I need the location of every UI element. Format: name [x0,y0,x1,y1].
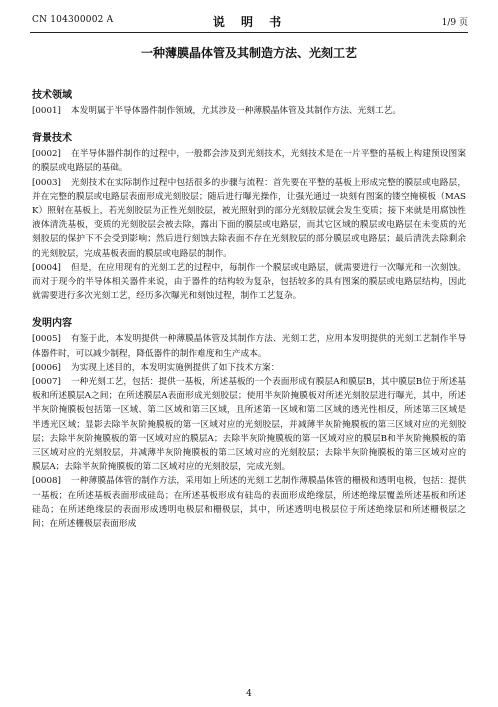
paragraph-text: 光刻技术在实际制作过程中包括很多的步骤与流程：首先要在平整的基板上形成完整的膜层或电路层，并在完整的膜层或电路层表面形成光刻胶层；随后进行曝光操作，让强光通过一块刻有图案的镂空掩模板（MASK）照射在基板上，若光刻胶层为正性光刻胶层，被光照射到的部分光刻胶层就会发生变质；接下来就是用腐蚀性液体清洗基板，变质的光刻胶层会被去除，露出下面的膜层或电路层，而其它区域的膜层或电路层在未变质的光刻胶层的保护下不会受到影响；然后进行刻蚀去除表面不存在光刻胶层的部分膜层或电路层；最后清洗去除剩余的光刻胶层，完成基板表面的膜层或电路层的制作。 [32,177,466,259]
section-heading: 技术领域 [32,90,72,101]
paragraph-text: 本发明属于半导体器件制作领域，尤其涉及一种薄膜晶体管及其制作方法、光刻工艺。 [70,106,402,116]
paragraph-number: [0006] [32,362,61,373]
paragraph [32,361,466,375]
document-title: 一种薄膜晶体管及其制造方法、光刻工艺 [140,46,357,60]
paragraph-number: [0007] [32,377,61,388]
paragraph-number: [0004] [32,262,61,273]
paragraph-number: [0002] [32,149,61,160]
paragraph-text: 一种薄膜晶体管的制作方法，采用如上所述的光刻工艺制作薄膜晶体管的栅极和透明电极，包括：提供一基板；在所述基板表面形成硅岛；在所述基板形成有硅岛的表面形成绝缘层，所述绝缘层覆盖所述基板和所述硅岛；在所述绝缘层的表面形成透明电极层和栅极层，其中，所述透明电极层位于所述绝缘层和所述栅极层之间；在所述栅极层表面形成 [32,476,466,530]
paragraph [32,261,466,304]
document-body [32,44,466,531]
paragraph [32,104,466,118]
paragraph [32,474,466,531]
paragraph [32,332,466,360]
paragraph-text: 但是，在应用现有的光刻工艺的过程中，每制作一个膜层或电路层，就需要进行一次曝光和一次刻蚀。而对于现今的半导体相关器件来说，由于器件的结构较为复杂，包括较多的具有图案的膜层或电路层结构，因此就需要进行多次光刻工艺，经历多次曝光和刻蚀过程，制作工艺复杂。 [32,262,466,302]
paragraph-text: 一种光刻工艺，包括：提供一基板，所述基板的一个表面形成有膜层A和膜层B，其中膜层B位于所述基板和所述膜层A之间；在所述膜层A表面形成光刻胶层；使用半灰阶掩膜板对所述光刻胶层进行曝光，其中，所述半灰阶掩膜板包括第一区域、第二区域和第三区域，且所述第一区域和第二区域的透光性相反，所述第三区域是半透光区域；显影去除半灰阶掩膜板的第一区域对应的光刻胶层，并减薄半灰阶掩膜板的第三区域对应的光刻胶层；去除半灰阶掩膜板的第一区域对应的膜层A；去除半灰阶掩膜板的第一区域对应的膜层B和半灰阶掩膜板的第三区域对应的光刻胶层，并减薄半灰阶掩膜板的第二区域对应的光刻胶层；去除半灰阶掩膜板的第三区域对应的膜层A；去除半灰阶掩膜板的第二区域对应的光刻胶层，完成光刻。 [32,377,466,473]
page-info: 1/9 页 [441,18,468,28]
paragraph-number: [0001] [32,106,61,116]
page-number: 4 [246,689,252,699]
header-rule [30,32,468,33]
paragraph-number: [0008] [32,476,61,487]
paragraph-text: 在半导体器件制作的过程中，一般都会涉及到光刻技术，光刻技术是在一片平整的基板上构建预设图案的膜层或电路层的基础。 [32,149,466,174]
paragraph-text: 有鉴于此，本发明提供一种薄膜晶体管及其制作方法、光刻工艺，应用本发明提供的光刻工艺制作半导体器件时，可以减少制程，降低器件的制作难度和生产成本。 [32,334,466,359]
paragraph [32,176,466,261]
page-header [32,13,468,29]
paragraph-number: [0003] [32,177,61,188]
doc-number: CN 104300002 A [32,15,114,25]
section-heading: 背景技术 [32,133,72,145]
paragraph [32,375,466,474]
paragraph [32,147,466,175]
paragraph-number: [0005] [32,334,61,345]
section-heading: 发明内容 [32,318,72,330]
paragraph-text: 为实现上述目的，本发明实施例提供了如下技术方案： [70,362,280,373]
doc-type: 说 明 书 [212,15,288,29]
